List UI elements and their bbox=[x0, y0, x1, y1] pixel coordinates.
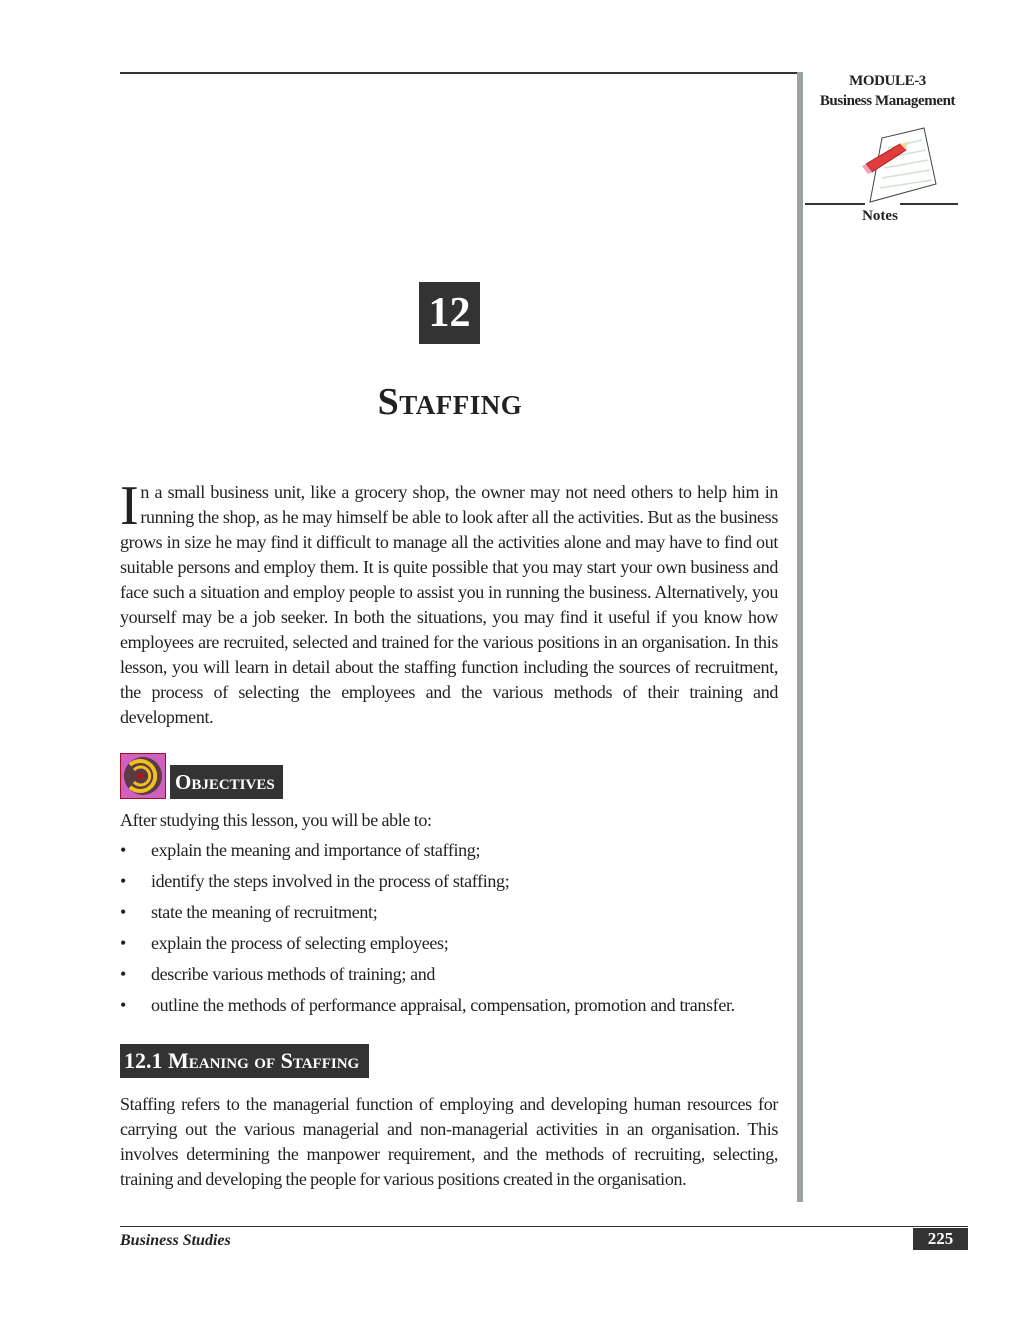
module-subject: Business Management bbox=[819, 93, 956, 109]
item-text: describe various methods of training; and bbox=[151, 964, 436, 984]
section-paragraph: Staffing refers to the managerial function of employing and developing human resources for carrying out the various managerial and non-managerial activities in an organisation. This involves determining the manpower requirement, and the methods of recruiting, selecting, training and developing the people for various positions created in the organisation. bbox=[120, 1094, 778, 1189]
item-text: explain the meaning and importance of staffing; bbox=[151, 840, 481, 860]
item-text: identify the steps involved in the process of staffing; bbox=[151, 871, 510, 891]
intro-paragraph bbox=[120, 475, 778, 730]
objectives-lead: After studying this lesson, you will be able to: bbox=[120, 810, 432, 830]
bullet: • bbox=[120, 902, 126, 922]
footer-rule bbox=[120, 1226, 968, 1227]
item-text: explain the process of selecting employees; bbox=[151, 933, 449, 953]
objectives-heading: Objectives bbox=[170, 765, 283, 799]
module-label bbox=[805, 71, 970, 111]
list-item bbox=[120, 993, 800, 1024]
bullet: • bbox=[120, 995, 126, 1015]
objectives-list bbox=[120, 838, 800, 1024]
list-item bbox=[120, 931, 800, 962]
chapter-number: 12 bbox=[419, 282, 480, 344]
list-item bbox=[120, 838, 800, 869]
target-icon bbox=[120, 753, 166, 799]
page-number: 225 bbox=[913, 1228, 968, 1250]
notes-rule-right bbox=[900, 203, 958, 205]
bullet: • bbox=[120, 933, 126, 953]
module-number: MODULE-3 bbox=[849, 73, 926, 89]
list-item bbox=[120, 962, 800, 993]
bullet: • bbox=[120, 840, 126, 860]
footer-book-title: Business Studies bbox=[120, 1232, 231, 1249]
notes-rule-left bbox=[805, 203, 865, 205]
intro-text: n a small business unit, like a grocery shop, the owner may not need others to help him in running the shop, as he may himself be able to look after all the activities. But as the business grows in size he may find it difficult to manage all the activities alone and may have to find out suitable persons and employ them. It is quite possible that you may start your own business and face such a situation and employ people to assist you in running the business. Alternatively, you yourself may be a job seeker. In both the situations, you may find it useful if you know how employees are recruited, selected and trained for the various positions in an organisation. In this lesson, you will learn in detail about the staffing function including the sources of recruitment, the process of selecting the employees and the various methods of their training and development. bbox=[120, 482, 778, 727]
bullet: • bbox=[120, 964, 126, 984]
chapter-title: Staffing bbox=[377, 381, 523, 423]
top-rule bbox=[120, 72, 800, 74]
item-text: state the meaning of recruitment; bbox=[151, 902, 378, 922]
list-item bbox=[120, 900, 800, 931]
bullet: • bbox=[120, 871, 126, 891]
list-item bbox=[120, 869, 800, 900]
notepad-pencil-icon bbox=[860, 126, 940, 206]
notes-label: Notes bbox=[862, 208, 898, 224]
drop-cap: I bbox=[120, 475, 139, 537]
margin-bar bbox=[797, 72, 803, 1202]
item-text: outline the methods of performance appraisal, compensation, promotion and transfer. bbox=[151, 995, 735, 1015]
section-heading: 12.1 Meaning of Staffing bbox=[120, 1044, 369, 1078]
